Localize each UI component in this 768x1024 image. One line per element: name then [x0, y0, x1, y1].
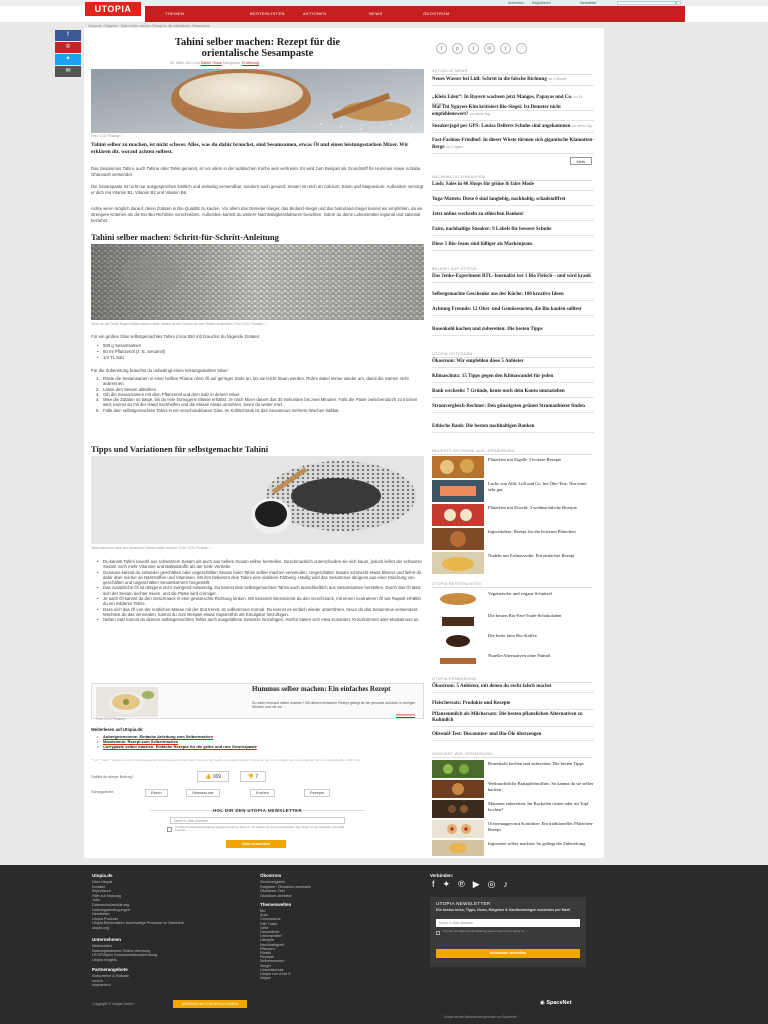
twitter-icon[interactable]: ✦ — [442, 879, 459, 889]
footer-link[interactable]: Rezepte — [260, 955, 275, 960]
like-count: 169 — [212, 774, 221, 780]
share-icon[interactable]: ⇪ — [500, 43, 511, 54]
sidebar-link[interactable]: Achtung Freunde: 12 Obst- und Gemüsesorten, die Bio kaufen solltest — [432, 307, 594, 316]
footer-link[interactable]: Utopia Podcast — [92, 916, 118, 921]
hosting-note: Utopia.de wird klimaneutral gehostet von SpaceNet — [444, 1015, 517, 1019]
sidebar-beliebt-title: BELIEBT AUF UTOPIA — [432, 267, 592, 273]
thumbs-down-icon: 👎 — [247, 774, 255, 780]
dislike-button[interactable] — [240, 771, 266, 782]
further-title: Weiterlesen auf Utopia.de: — [91, 727, 144, 732]
nav-aktionen[interactable]: AKTIONEN — [303, 11, 327, 16]
news-item[interactable]: Neues Wasser bei Lidl: Schritt in die falsche Richtung vor 1 Stunde — [432, 76, 594, 86]
sidebar-neueste-title: NEUESTE BEITRÄGE AUS: ERNÄHRUNG — [432, 449, 592, 455]
paragraph-3: Achte wenn möglich darauf, deine Zutaten in Bio-Qualität zu kaufen. Vor allem das Demeter-Siegel, das Bioland-Siegel und das Naturland-Siegel kannst wir empfehlen, da sie strengere Kriterien als die EU-Bio-Richtlinie vorschreiben. Außerdem kannst du weitere Nachhaltigkeitsfaktoren beachten, indem du deine Lebensmittel regional und saisonal beziehst. — [91, 206, 423, 223]
bookmark-icon[interactable]: ♡ — [516, 43, 527, 54]
further-list — [91, 734, 424, 750]
youtube-icon[interactable]: ▶ — [472, 879, 488, 889]
list-item-title: Plätzchen mit Eigelb: 3 leckere Rezepte — [488, 457, 562, 462]
footer-link[interactable]: utopiamind — [92, 983, 111, 988]
list-item[interactable] — [432, 480, 594, 504]
spacenet-logo: ◉ SpaceNet — [540, 1000, 572, 1006]
teaser-more-link[interactable]: Weiterlesen — [396, 713, 415, 717]
footer-link[interactable]: Newsletter — [92, 912, 110, 917]
instagram-icon[interactable]: ◎ — [487, 879, 504, 889]
list-item[interactable] — [432, 590, 594, 610]
tips-list — [91, 559, 424, 623]
sidebar-link[interactable]: Lush: Sales in 40 Shops für grüne & faire Mode — [432, 182, 594, 191]
footer-link[interactable]: Geld — [260, 925, 269, 930]
list-item[interactable] — [432, 820, 594, 840]
black-sesame-image — [91, 456, 424, 544]
footer-link[interactable]: UTOPIAplus Kommunikationsberatung — [92, 953, 158, 958]
tiktok-icon[interactable]: ♪ — [503, 879, 516, 889]
muffins-thumb — [432, 780, 484, 798]
sidebar-besten-title: UTOPIA BESTENLISTEN — [432, 582, 592, 588]
footer-link[interactable]: Selbermachen — [260, 959, 285, 964]
footer-col1-title: Utopia.de — [92, 873, 113, 878]
footer-link[interactable]: Nutzungsbedingungen — [92, 907, 131, 912]
footer-nl-email-input[interactable]: Deine E-Mail-Adresse — [436, 919, 580, 927]
list-item[interactable] — [432, 632, 594, 652]
noodles-thumb — [432, 552, 484, 574]
utopia-logo[interactable]: UTOPIA — [85, 2, 141, 16]
footer-link[interactable]: Auto — [260, 913, 268, 918]
pinterest-icon[interactable]: ℗ — [458, 879, 473, 889]
list-item: • Du kannst Tahini sowohl aus schwarzem Sesam als auch aus hellem Sesam selber herstellen. Geschmacklich unterscheiden sie sich kaum, jedoch liefert der schwarze Sesam noch mehr Vitamine und Ballaststoffe als der helle Vertreter. — [91, 559, 424, 570]
chocolate-thumb — [432, 612, 484, 630]
privacy-settings-button[interactable]: DATENSCHUTZ-EINSTELLUNGEN — [173, 1000, 247, 1008]
article-title-line2: orientalische Sesampaste — [201, 48, 314, 59]
news-item[interactable]: Mal Thi Nguyen-Kim kritisiert Bio-Siegel: Ist Demeter nicht empfehlenswert? vor einem Tag — [432, 105, 594, 121]
facebook-share-button[interactable] — [55, 30, 81, 41]
heading-anleitung: Tahini selber machen: Schritt-für-Schritt-Anleitung — [91, 232, 279, 242]
list-item: • Genauso kannst du entweder geschälten oder ungeschälten Sesam beim Tahini selber machen verwenden. Ungeschälter Sesam schmeckt etwas bitterer und liefert dir dafür aber reicher an Nährstoffen und Vitaminen. Mit ihm bekommt dein Tahini eine dunklere Färbung. Häufig wird das Sesammus übrigens aus einer Mischung von geschälten und ungeschälten Sesamkörnern hergestellt. — [91, 570, 424, 586]
twitter-icon: ✦ — [65, 56, 71, 62]
spacenet-icon: ◉ — [540, 1000, 545, 1006]
list-item-title: Die besten Bio-Fair-Trade-Schokoladen — [488, 613, 562, 618]
facebook-icon: f — [67, 32, 69, 38]
list-item: • 60 ml Pflanzenöl (z. B. Sesamöl) — [91, 349, 424, 355]
sidebar-gewusst-title: GEWUSST WIE: ERNÄHRUNG — [432, 752, 592, 758]
sidebar-link[interactable]: Rosenkohl kochen und zubereiten: Die besten Tipps — [432, 327, 594, 336]
list-item-title: Ochsenaugen mit Konfitüre: Ein traditionelles Plätzchen-Rezept — [488, 821, 594, 832]
like-label: Gefällt dir dieser Beitrag? — [91, 775, 134, 779]
list-item: • 500 g Sesamsamen — [91, 343, 424, 349]
email-icon: ✉ — [65, 68, 71, 74]
newsletter-title: HOL DIR DEN UTOPIA NEWSLETTER — [212, 808, 303, 813]
teaser-title[interactable]: Hummus selber machen: Ein einfaches Rezept — [252, 685, 391, 693]
schnitzel-thumb — [432, 590, 484, 608]
login-link[interactable]: Anmelden — [508, 1, 524, 5]
sidebar-link[interactable]: Selbstgemachte Geschenke aus der Küche: 100 kreative Ideen — [432, 292, 594, 301]
search-input[interactable] — [617, 1, 681, 5]
heading-tipps: Tipps und Variationen für selbstgemachte Tahini — [91, 444, 269, 454]
sidebar-link[interactable]: Pflanzenmilch als Milchersatz: Die besten pflanzlichen Alternativen zu Kuhmilch — [432, 712, 594, 727]
footer-link[interactable]: Gutscheine & Rabatte — [92, 974, 130, 978]
tahini-bowl-image — [91, 69, 424, 133]
article-author[interactable]: Daniel Thoss — [200, 61, 222, 65]
footer-link[interactable]: Datenschutzerklärung — [92, 902, 129, 907]
article-meta — [170, 61, 259, 65]
footer-link[interactable]: Ökostrom-Test — [260, 889, 285, 894]
gingerbread-thumb — [432, 528, 484, 550]
article-cat-label: Kategorien: — [222, 61, 242, 65]
list-item-title: Weihnachtliche Bratapfelmuffins: So kannst du sie selber backen — [488, 781, 594, 792]
footer-link[interactable]: Bio — [260, 909, 266, 913]
tag-essen[interactable]: Essen — [145, 789, 168, 797]
sidebar-link[interactable]: Faire, nachhaltige Sneaker: 9 Labels für bessere Schuhe — [432, 227, 594, 236]
list-item: 4. Mixe die Zutaten so lange, bis du eine homogene Masse erhältst. Je nach Mixer dauert das 30 Sekunden bis zwei Minuten. Falls die Paste zwischendurch zu trocken wird, kannst du mit der Hand nachhelfen und die Masse etwas umrühren, bevor du weiter mixt. — [96, 397, 418, 408]
partner-disclaimer: ** mit ** oder ** markierte Links zu Bezugsquellen sind teilweise Partner-Links: Wenn du hier kaufst, unterstützt du aktiv Utopia.de, denn wir erhalten dann einen kleinen Teil vom Verkaufserlös. Mehr Infos. — [91, 758, 362, 762]
list-item[interactable] — [432, 840, 594, 858]
tags-label: Schlagwörter: — [91, 790, 115, 794]
footer-col2b-list — [260, 909, 380, 980]
paragraph-4: Für ein großes Glas selbstgemachtes Tahini (circa 550 ml) brauchst du folgende Zutaten: — [91, 334, 261, 339]
footer-link[interactable]: Kontakt — [92, 884, 105, 889]
article-lead: Tahini selber zu machen, ist nicht schwer. Alles, was du dafür brauchst, sind Sesamsamen, etwas Öl und einen leistungsstarken Mixer. Wir erklären dir, worauf achten solltest. — [91, 142, 409, 155]
list-item: • Neben Salz kannst du deinem selbstgemachten Tahini auch ausgefallene Gewürze hinzufügen. Hierfür bieten sich etwa Koriander, Kreuzkümmel oder Muskatnuss an. — [91, 617, 424, 622]
footer-link[interactable]: Umweltschutz — [260, 967, 284, 972]
further-link[interactable]: Currypaste selber machen: Einfache Rezepte für die gelbe und rote Gewürzpaste — [103, 744, 257, 750]
news-more-button[interactable]: Mehr — [570, 157, 592, 165]
teaser-box[interactable] — [91, 683, 424, 719]
footer-link[interactable]: Stromvergleich — [260, 880, 286, 884]
list-item[interactable] — [432, 612, 594, 632]
footer-link[interactable]: Lifestyle — [260, 938, 274, 943]
sesame-seeds-image — [91, 244, 424, 320]
pinterest-icon[interactable]: p — [452, 43, 463, 54]
further-link[interactable]: Auberginencreme: Einfache Anleitung zum Selbermachen — [103, 734, 214, 739]
breadcrumb: Utopia.de › Ratgeber › Tahini selber machen: Rezept für die orientalische Sesampaste — [88, 24, 210, 28]
image2-caption: Wenn du das Tahini länger haltbar machen willst, solltest du den Sesam vor dem Rösten einweichen. Foto: CC0 / Pixabay / ... — [91, 322, 269, 326]
list-item-title: Nudeln mit Erdnusssoße: Ein einfaches Rezept — [488, 553, 575, 558]
sidebar-ernaehrung-title: UTOPIA ERNÄHRUNG — [432, 677, 592, 683]
list-item[interactable] — [432, 528, 594, 552]
image3-caption: Tahini kannst du auch aus schwarzem Sesam selber machen. Foto: CC0 / Pixabay / ... — [91, 546, 214, 550]
list-item: 3. Gib die Sesamsamen mit dem Pflanzenöl und dem Salz in deinen Mixer. — [96, 391, 241, 397]
cookies-thumb — [432, 820, 484, 838]
coffee-thumb — [432, 632, 484, 650]
footer-nl-consent: Ich habe die Datenschutzerklärung gelesen und stimme dieser zu. — [443, 929, 525, 933]
sidebar-link[interactable]: Ökostrom: Wir empfehlen diese 5 Anbieter — [432, 359, 594, 368]
article-date: 25. März 2021 — [170, 61, 193, 65]
footer-link[interactable]: Coronavirus — [260, 917, 281, 922]
brussels-sprouts-thumb — [432, 760, 484, 778]
main-nav — [145, 6, 685, 22]
footer-link[interactable]: utopia.org — [92, 925, 109, 930]
paragraph-2: Die Sesampaste ist nicht nur ausgesprochen köstlich und vielseitig verwendbar, sondern auch gesund: Sesam ist reich an Calcium, Eisen und Magnesium. Außerdem versorgt er dich mit Vitamin B1, Vitamin B2 und Vitamin B6. — [91, 184, 424, 195]
footer-link[interactable]: Jobs — [92, 898, 101, 903]
sidebar-link[interactable]: Ethische Bank: Die besten nachhaltigen Banken — [432, 424, 594, 433]
sidebar-link[interactable]: Bank wechseln: 7 Gründe, heute noch dein Konto umzuziehen — [432, 389, 594, 398]
image1-caption: Foto: CC0 / Pixabay / ... — [91, 134, 125, 138]
footer-col2b-title: Themenwelten — [260, 902, 292, 907]
newsletter-link[interactable]: Newsletter — [580, 1, 597, 5]
steps-list — [91, 376, 424, 413]
sidebar-link[interactable]: Yoga-Matten: Diese 6 sind langlebig, nachhaltig, schadstofffrei — [432, 197, 594, 206]
copyright: Copyright © Utopia GmbH — [92, 1002, 134, 1006]
breadcrumb-current: Tahini selber machen: Rezept für die orientalische Sesampaste — [120, 24, 210, 28]
search-icon[interactable]: ⌕ — [675, 0, 678, 5]
news-item[interactable]: Fast-Fashion-Friedhof: In dieser Wüste türmen sich gigantische Klamotten-Berge vor 2 Tagen — [432, 138, 594, 154]
paragraph-5: Für die Zubereitung brauchst du unbedingt einen leistungsstarken Mixer: — [91, 368, 230, 373]
footer-newsletter-box — [430, 897, 586, 967]
sidebar-link[interactable]: Stromvergleich-Rechner: Den günstigsten grünen Stromanbieter finden — [432, 404, 594, 413]
footer-social-icons — [432, 879, 516, 890]
list-item[interactable] — [432, 504, 594, 528]
facebook-icon[interactable]: f — [436, 43, 447, 54]
ingredients-list — [91, 343, 424, 361]
sidebar-link[interactable]: Olivenöl-Test: Discounter- und Bio-Öle überzeugen — [432, 732, 594, 741]
footer-link[interactable]: Utopia Insights — [92, 957, 118, 962]
footer-link[interactable]: enorm — [92, 978, 103, 983]
list-item: 2. Lasse den Sesam abkühlen. — [96, 386, 158, 392]
newsletter-box — [150, 810, 365, 813]
email-icon[interactable]: ✉ — [484, 43, 495, 54]
footer-link[interactable]: Impressum — [92, 889, 111, 894]
footer-link[interactable]: Nutzungsbasierte Online-Werbung — [92, 948, 151, 953]
spread-thumb — [432, 652, 484, 670]
footer-col1b-list — [92, 944, 232, 962]
footer-link[interactable]: Vegan — [260, 976, 271, 981]
footer-col1c-list — [92, 974, 232, 988]
breadcrumb-home[interactable]: Utopia.de — [88, 24, 102, 28]
teaser-caption: Foto: CC0 / Pixabay / ... — [96, 717, 130, 721]
article-category[interactable]: Ernährung — [242, 61, 259, 65]
breadcrumb-ratgeber[interactable]: Ratgeber — [104, 24, 118, 28]
nav-bestenlisten[interactable]: BESTENLISTEN — [250, 11, 285, 16]
footer-col2-list — [260, 880, 380, 898]
chestnuts-thumb — [432, 800, 484, 818]
sidebar-leitfaeden-title: UTOPIA LEITFÄDEN — [432, 352, 592, 358]
sidebar-link[interactable]: Diese 5 Bio-Jeans sind billiger als Markenjeans — [432, 242, 594, 251]
news-item[interactable]: Sneakerjagd per GPS: Louisa Dellerts Schuhe sind angekommen vor einem Tag — [432, 123, 594, 133]
list-item-title: Rosenkohl kochen und zubereiten: Die besten Tipps — [488, 761, 584, 766]
teaser-text: Du willst Hummus selber machen? Mit diesem einfachen Rezept gelingt dir der gesunde Aufstrich in wenigen Minuten und mit nur ... — [252, 701, 416, 710]
article-von: von — [193, 61, 200, 65]
footer-link[interactable]: Lebensmittel — [260, 934, 282, 939]
footer-nl-submit-button[interactable]: Newsletter bestellen — [436, 949, 580, 958]
list-item[interactable] — [432, 552, 594, 576]
dislike-count: 7 — [255, 774, 259, 780]
footer-follow-title: Verbinden: — [430, 873, 454, 878]
footer-link[interactable]: Hilfe zur Nutzung — [92, 893, 122, 898]
sidebar-link[interactable]: Das Jenke-Experiment RTL-Journalist isst 1 Bio Fleisch – und wird krank — [432, 274, 594, 283]
footer-link[interactable]: Ökostrom-Anbieter — [260, 893, 292, 898]
newsletter-email-input[interactable]: Deine E-Mail-Adresse — [170, 817, 345, 824]
footer-link[interactable]: Utopia Bestenlisten Nachhaltige Produkte im Überblick — [92, 921, 185, 926]
newsletter-consent-checkbox[interactable] — [167, 827, 172, 832]
list-item[interactable] — [432, 456, 594, 480]
cookies-thumb — [432, 504, 484, 526]
list-item-title: Nutella-Alternativen ohne Palmöl — [488, 653, 551, 658]
footer-link[interactable]: Fair Trade — [260, 921, 278, 926]
newsletter-consent: Ich habe die Datenschutzerklärung gelesen und stimme dieser zu. Ich erkläre mich damit einverstanden, dass Utopia mir den Newsletter per E-Mail zuschickt. — [175, 826, 345, 833]
site-footer — [0, 865, 768, 1024]
hummus-image — [96, 687, 158, 717]
news-item[interactable]: „Klein Eden“: In Bayern wachsen jetzt Mangos, Papayas und Co. vor 13 Stunden — [432, 94, 594, 111]
sidebar-news-title: AKTUELLE NEWS — [432, 69, 592, 75]
tag-rezepte[interactable]: Rezepte — [304, 789, 330, 797]
tag-kochen[interactable]: Kochen — [250, 789, 275, 797]
newsletter-submit-button[interactable]: Jetzt anmelden! — [226, 840, 286, 848]
footer-col2-title: Ökostrom — [260, 873, 282, 878]
footer-link[interactable]: Utopia von A bis Z — [260, 972, 291, 977]
pinterest-share-button[interactable] — [55, 42, 81, 53]
list-item — [91, 744, 424, 749]
article-title-line1: Tahini selber machen: Rezept für die — [174, 37, 341, 48]
tag-gewusst-wie[interactable]: Gewusst wie — [186, 789, 220, 797]
sidebar-link[interactable]: Jetzt online wechseln zu ethischen Banken! — [432, 212, 594, 221]
list-item: 5. Fülle dein selbstgemachtes Tahini in ein verschraubbares Glas. Im Kühlschrank ist das Sesammus mehrere Wochen haltbar. — [96, 407, 340, 413]
list-item: • 1/4 TL Salz — [91, 355, 424, 361]
footer-link[interactable]: Über Utopia — [92, 880, 113, 884]
further-link[interactable]: Mandelmus: Rezept zum Selbermachen — [103, 739, 179, 745]
footer-link[interactable]: Gesundheit — [260, 930, 280, 935]
list-item-title: Ingwerkekse: Rezept für die leckeren Plätzchen — [488, 529, 576, 534]
footer-nl-title: UTOPIA NEWSLETTER — [436, 901, 491, 906]
list-item-title: Maronen zubereiten: Im Backofen rösten oder im Topf kochen? — [488, 801, 589, 812]
nav-themen[interactable]: THEMEN — [165, 11, 185, 16]
twitter-icon[interactable]: t — [468, 43, 479, 54]
thumbs-up-icon: 👍 — [205, 774, 212, 780]
sidebar-link[interactable]: Klimaschutz: 15 Tipps gegen den Klimawandel für jeden — [432, 374, 594, 383]
like-button[interactable] — [197, 771, 229, 782]
article-title — [90, 37, 425, 59]
list-item[interactable] — [432, 780, 594, 800]
list-item-title: Vegetarische und vegane Schnitzel — [488, 591, 552, 596]
email-share-button[interactable] — [55, 66, 81, 77]
footer-link[interactable]: Pflanzen — [260, 946, 275, 951]
list-item: • Das zusätzliche Öl ist übrigens nicht zwingend notwendig. Du kannst dein selbstgemachtes Tahini auch ausschließlich aus Sesamsamen herstellen. Durch das Öl lässt sich der Sesam leichter mixen, und die Paste wird cremiger. — [91, 585, 424, 596]
list-item[interactable] — [432, 800, 594, 820]
twitter-share-button[interactable] — [55, 54, 81, 65]
list-item-title: Plätzchen mit Eiweiß: 3 weihnachtliche Rezepte — [488, 505, 577, 510]
list-item[interactable] — [432, 652, 594, 672]
footer-link[interactable]: Plastik — [260, 951, 272, 956]
list-item: • Dass sich das Öl von der restlichen Masse mit der Zeit trennt, ist vollkommen normal. Du kannst es einfach wieder unterrühren, bevor du das Sesammus verwendest. Möchtest du das vermeiden, kannst du zum Beispiel etwas Sojalecithin als Emulgator hinzufügen. — [91, 607, 424, 618]
pinterest-icon: ℗ — [65, 44, 71, 50]
nav-oekostrom[interactable]: ÖKOSTROM — [423, 11, 450, 16]
footer-col1-list — [92, 880, 232, 931]
footer-link[interactable]: Mediadaten — [92, 944, 112, 948]
footer-nl-text: Die besten Infos, Tipps, News, Ratgeber & Kaufberatungen kostenlos per Mail! — [436, 908, 570, 912]
list-item-title: Ingwertee selber machen: So gelingt die Zubereitung — [488, 841, 586, 846]
footer-link[interactable]: Nachhaltigkeit — [260, 942, 284, 947]
footer-col1b-title: Unternehmen — [92, 937, 122, 942]
sidebar-link[interactable]: Fleischersatz: Produkte und Rezepte — [432, 701, 594, 710]
list-item-title: Der beste faire Bio-Kaffee — [488, 633, 537, 638]
nav-news[interactable]: NEWS — [369, 11, 383, 16]
list-item: • Je nach Öl kannst du den Geschmack in eine gewünschte Richtung lenken. Mit Sesamöl intensivierst du den Geschmack, mit einem neutraleren Öl wie Rapsöl erhältst du ein milderes Tahini. — [91, 596, 424, 607]
list-item: 1. Röste die Sesamsamen in einer heißen Pfanne ohne Öl auf geringer Stufe an, bis sie leicht braun werden. Rühre dabei immer wieder um, damit die Samen nicht anbrennen. — [96, 376, 409, 387]
ginger-tea-thumb — [432, 840, 484, 856]
list-item[interactable] — [432, 760, 594, 780]
footer-col1c-title: Partnerangebote — [92, 967, 128, 972]
sidebar-nachhaltig-title: NACHHALTIG EINKAUFEN — [432, 175, 592, 181]
paragraph-1: Das Sesammus Tahini, auch Tahina oder Tahin genannt, ist vor allem in der arabischen Küche weit verbreitet. Es wird zum Beispiel als Grundstoff für Hummus sowie in Baba Ghanoush verwendet. — [91, 166, 421, 177]
list-item-title: Lachs von Aldi, Lidl und Co. bei Öko-Test: Nur einer sehr gut — [488, 481, 587, 492]
cookies-thumb — [432, 456, 484, 478]
salmon-thumb — [432, 480, 484, 502]
footer-link[interactable]: Siegel — [260, 963, 271, 968]
register-link[interactable]: Registrieren — [532, 1, 551, 5]
sidebar-link[interactable]: Ökostrom: 5 Anbieter, mit denen du recht falsch machst — [432, 684, 594, 693]
facebook-icon[interactable]: f — [432, 879, 443, 889]
footer-link[interactable]: Ratgeber: Ökostrom wechseln — [260, 884, 312, 889]
footer-nl-consent-checkbox[interactable] — [436, 931, 440, 935]
